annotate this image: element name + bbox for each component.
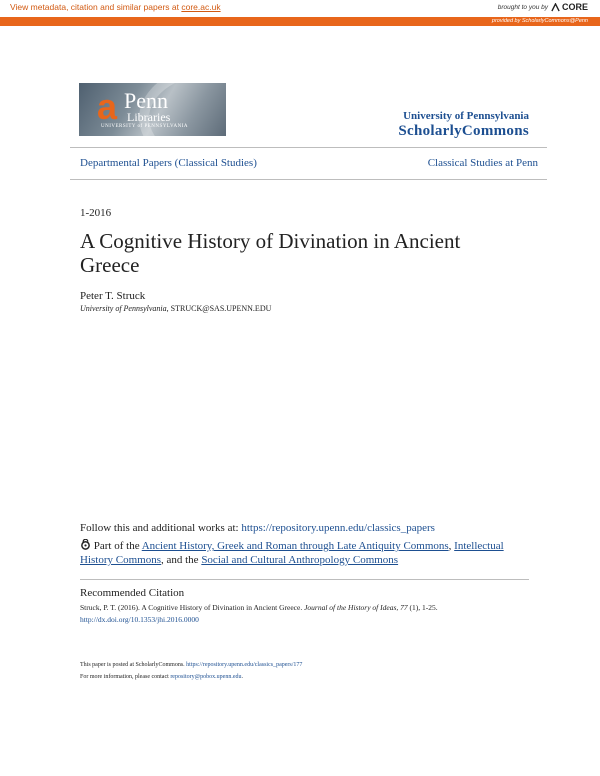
core-logo[interactable] bbox=[551, 2, 588, 12]
affiliation-name: University of Pennsylvania bbox=[80, 304, 167, 313]
nav-classical-studies[interactable]: Classical Studies at Penn bbox=[427, 157, 538, 169]
logo-libraries-text: Libraries bbox=[127, 110, 171, 124]
core-prefix: View metadata, citation and similar papers at bbox=[10, 2, 179, 12]
footer-period: . bbox=[241, 674, 243, 680]
provider-strip bbox=[0, 17, 600, 26]
core-logo-icon bbox=[551, 3, 560, 12]
core-label: CORE bbox=[561, 2, 588, 12]
logo-mark-icon: a bbox=[97, 86, 118, 127]
core-link[interactable]: core.ac.uk bbox=[181, 2, 221, 12]
citation-doi-link[interactable]: http://dx.doi.org/10.1353/jhi.2016.0000 bbox=[80, 615, 199, 624]
footer-paper-link[interactable]: https://repository.upenn.edu/classics_papers/177 bbox=[186, 662, 303, 668]
part-of-line bbox=[80, 539, 530, 567]
core-metadata-text bbox=[10, 2, 221, 12]
footer-posted-text: This paper is posted at ScholarlyCommons. bbox=[80, 662, 185, 668]
core-brand bbox=[498, 2, 588, 12]
footer-contact-email[interactable]: repository@pobox.upenn.edu bbox=[170, 674, 242, 680]
brand-scholarly-commons: ScholarlyCommons bbox=[398, 123, 529, 139]
header-divider-bottom bbox=[70, 179, 547, 180]
footer-contact-text: For more information, please contact bbox=[80, 674, 169, 680]
posting-footer bbox=[80, 659, 520, 683]
citation-journal: Journal of the History of Ideas, 77 bbox=[304, 603, 408, 612]
author-affiliation bbox=[80, 304, 271, 313]
part-of-prefix: Part of the bbox=[93, 540, 140, 552]
follow-line bbox=[80, 522, 435, 534]
paper-author: Peter T. Struck bbox=[80, 290, 146, 302]
brand-university: University of Pennsylvania bbox=[403, 110, 529, 122]
logo-penn-text: Penn bbox=[124, 88, 168, 113]
part-of-separator-2: , and the bbox=[160, 554, 199, 566]
author-email: , STRUCK@SAS.UPENN.EDU bbox=[166, 304, 272, 313]
citation-divider bbox=[80, 579, 529, 580]
ancient-history-commons-link[interactable]: Ancient History, Greek and Roman through Late Antiquity Commons bbox=[141, 540, 449, 552]
anthropology-commons-link[interactable]: Social and Cultural Anthropology Commons bbox=[201, 554, 399, 566]
header-divider-top bbox=[70, 147, 547, 148]
logo-university-text: UNIVERSITY of PENNSYLVANIA bbox=[101, 124, 188, 129]
intellectual-history-commons-link[interactable]: Intellectual History Commons bbox=[80, 540, 504, 566]
penn-libraries-logo[interactable] bbox=[79, 83, 226, 136]
citation-issue: (1), 1-25. bbox=[407, 603, 438, 612]
citation-text bbox=[80, 602, 520, 626]
nav-departmental-papers[interactable]: Departmental Papers (Classical Studies) bbox=[80, 157, 257, 169]
core-banner bbox=[0, 0, 600, 16]
follow-link[interactable]: https://repository.upenn.edu/classics_papers bbox=[241, 522, 435, 534]
paper-title: A Cognitive History of Divination in Ancient Greece bbox=[80, 229, 461, 277]
part-of-separator-1: , bbox=[448, 540, 452, 552]
provided-by-text: provided by ScholarlyCommons@Penn bbox=[491, 18, 588, 24]
brought-by-text: brought to you by bbox=[497, 3, 548, 11]
citation-body: Struck, P. T. (2016). A Cognitive History of Divination in Ancient Greece. bbox=[80, 603, 303, 612]
recommended-citation-heading: Recommended Citation bbox=[80, 587, 185, 599]
paper-date: 1-2016 bbox=[80, 207, 112, 219]
follow-prefix: Follow this and additional works at: bbox=[80, 522, 239, 534]
open-access-icon bbox=[80, 539, 91, 550]
scholarly-commons-brand[interactable] bbox=[398, 110, 529, 140]
